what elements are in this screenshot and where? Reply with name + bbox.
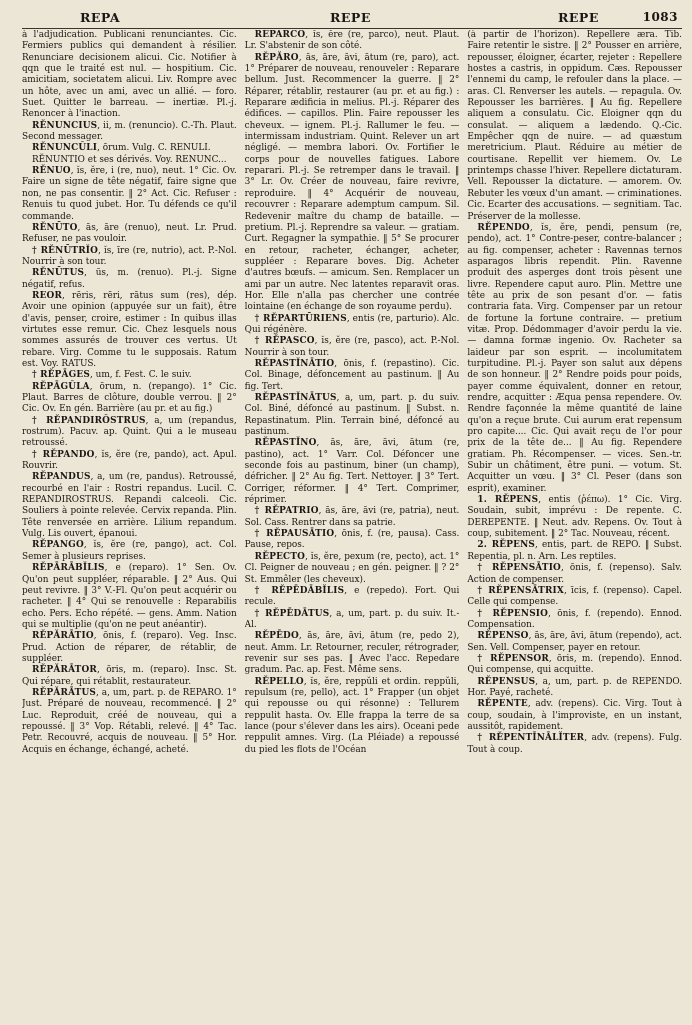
- dictionary-entry: 2. RĔPENS, entis, part. de REPO. ‖ Subst. Repentia, pl. n. Arn. Les reptiles.: [467, 540, 682, 562]
- dictionary-entry: † RĔPARTŪRIENS, entis (re, parturio). Alc. Qui régénère.: [244, 313, 460, 335]
- dictionary-entry: † RĔPATRIO, ās, āre, āvi (re, patria), neut. Sol. Cass. Rentrer dans sa patrie.: [244, 506, 460, 528]
- dictionary-entry: RĔPĒDO, ās, āre, āvi, ātum (re, pedo 2), neut. Amm. Lr. Retourner, reculer, rétrograder, revenir sur ses pas. ‖ Avec l'acc. Repedare gradum. Pac. ap. Fest. Même sens.: [244, 631, 460, 676]
- dictionary-entry: RĔPARCO, ĭs, ĕre (re, parco), neut. Plaut. Lr. S'abstenir de son côté.: [244, 30, 460, 52]
- dictionary-entry: † RĔPANDIRŎSTRUS, a, um (repandus, rostrum). Pacuv. ap. Quint. Qui a le museau retroussé.: [22, 415, 237, 449]
- dictionary-entry: † RĔPAUSĀTIO, ōnis, f. (re, pausa). Cass. Pause, repos.: [244, 529, 460, 551]
- dictionary-entry: RĔNŪTO, ās, āre (renuo), neut. Lr. Prud. Refuser, ne pas vouloir.: [22, 222, 237, 245]
- column-2: [245, 30, 460, 1021]
- header-left-word: REPA: [80, 10, 121, 25]
- dictionary-entry: RĔPENSUS, a, um, part. p. de REPENDO. Hor. Payé, racheté.: [467, 676, 683, 698]
- dictionary-entry: † RĔPANDO, ĭs, ĕre (re, pando), act. Apul. Rouvrir.: [22, 449, 237, 472]
- dictionary-entry: RĔNUNTIO et ses dérivés. Voy. RENUNC...: [32, 154, 227, 165]
- dictionary-entry: † RĔNŪTRĬO, ĭs, īre (re, nutrio), act. P.-Nol. Nourrir à son tour.: [22, 245, 237, 267]
- dictionary-entry: RĔPASTĬNO, ās, āre, āvi, ātum (re, pastino), act. 1° Varr. Col. Défoncer une seconde fois au pastinum, biner (un champ), défricher. ‖ 2° Au fig. Tert. Nettoyer. ‖ 3° Tert. Corriger, réformer. ‖ 4° Tert. Comprimer, réprimer.: [244, 438, 460, 506]
- page-number: 1083: [642, 10, 678, 24]
- page-header: [22, 6, 682, 29]
- dictionary-entry: † RĔPENSĀTRIX, īcis, f. (repenso). Capel. Celle qui compense.: [467, 585, 682, 608]
- dictionary-entry: RĔPĀRĀBĬLIS, e (reparo). 1° Sen. Ov. Qu'on peut suppléer, réparable. ‖ 2° Aus. Qui peut revivre. ‖ 3° V.-Fl. Qu'on peut acquérir ou racheter. ‖ 4° Qui se renouvelle : Reparabilis echo. Pers. Echo répété. — gens. Amm. Nation qui se multiplie (qu'on ne peut anéantir).: [22, 563, 237, 630]
- dictionary-entry: RĔPĂRO, ās, āre, āvi, ātum (re, paro), act. 1° Préparer de nouveau, renouveler : Reparare bellum. Just. Recommencer la guerre. ‖ 2° Réparer, rétablir, restaurer (au pr. et au fig.) : Reparare ædificia in melius. Pl.-j. Réparer des édifices. — capillos. Plin. Faire repousser les cheveux. — ignem. Pl.-j. Rallumer le feu. — intermissam industriam. Quint. Relever un art négligé. — membra labori. Ov. Fortifier le corps pour de nouvelles fatigues. Labore reparari. Pl.-j. Se retremper dans le travail. ‖ 3° Lr. Ov. Créer de nouveau, faire revivre, reproduire. ‖ 4° Acquérir de nouveau, recouvrer : Reparare ademptum campum. Sil. Redevenir maître du champ de bataille. — pretium. Pl.-j. Reprendre sa valeur. — gratiam. Curt. Regagner la sympathie. ‖ 5° Se procurer en retour, racheter, échanger, acheter, suppléer : Reparare boves. Dig. Acheter d'autres bœufs. — amicum. Sen. Remplacer un ami par un autre. Nec latentes reparavit oras. Hor. Elle n'alla pas chercher une contrée lointaine (en échange de son royaume perdu).: [244, 52, 460, 313]
- dictionary-entry: RĔPĂRĀTIO, ōnis, f. (reparo). Veg. Insc. Prud. Action de réparer, de rétablir, de suppléer.: [22, 631, 237, 664]
- dictionary-entry: † RĔPENTĪNĀLĬTER, adv. (repens). Fulg. Tout à coup.: [467, 733, 683, 755]
- dictionary-entry: (à partir de l'horizon). Repellere æra. Tib. Faire retentir le sistre. ‖ 2° Pousser en arrière, repousser, éloigner, écarter, rejeter : Repellere hostes a castris, in oppidum. Cæs. Repousser l'ennemi du camp, le refouler dans la place. — aras. Cl. Renverser les autels. — repagula. Ov. Repousser les barrières. ‖ Au fig. Repellere aliquem a consulatu. Cic. Eloigner qqn du consulat. — aliquem a lædendo. Q.-Cic. Empêcher qqn de nuire. — ad quæstum meretricium. Plaut. Réduire au métier de courtisane. Repellit ver hiemem. Ov. Le printemps chasse l'hiver. Repellere dictaturam. Vell. Repousser la dictature. — amorem. Ov. Rebuter les vœux d'un amant. — criminationes. Cic. Ecarter des accusations. — segnitiam. Tac. Préserver de la mollesse.: [467, 30, 683, 222]
- dictionary-entry: REOR, rēris, rēri, rātus sum (res), dép. Avoir une opinion (appuyée sur un fait), être d'avis, penser, croire, estimer : In quibus illas virtutes esse remur. Cic. Chez lesquels nous sommes assurés de trouver ces vertus. Ut rebare. Virg. Comme tu le supposais. Ratum est. Voy. RATUS.: [22, 290, 237, 369]
- dictionary-entry: RĔNUO, ĭs, ĕre, i (re, nuo), neut. 1° Cic. Ov. Faire un signe de tête négatif, faire signe que non, ne pas consentir. ‖ 2° Act. Cic. Refuser : Renuis tu quod jubet. Hor. Tu défends ce qu'il commande.: [22, 166, 237, 222]
- column-3: [467, 30, 682, 1021]
- dictionary-entry: RĔPĂRĀTUS, a, um, part. p. de REPARO. 1° Just. Préparé de nouveau, recommencé. ‖ 2° Luc. Reproduit, créé de nouveau, qui a repoussé. ‖ 3° Vop. Rétabli, relevé. ‖ 4° Tac. Petr. Recouvré, acquis de nouveau. ‖ 5° Hor. Acquis en échange, échangé, acheté.: [22, 687, 237, 755]
- dictionary-entry: RĔNUNCŬLI, ōrum. Vulg. C. RENULI.: [32, 143, 211, 154]
- header-right-word: REPE: [558, 10, 599, 25]
- dictionary-entry: 1. RĔPENS, entis (ῥέπω). 1° Cic. Virg. Soudain, subit, imprévu : De repente. C. DEREPENTE. ‖ Neut. adv. Repens. Ov. Tout à coup, subitement. ‖ 2° Tac. Nouveau, récent.: [467, 495, 683, 540]
- dictionary-entry: RĔPASTĬNĀTUS, a, um, part. p. du suiv. Col. Biné, défoncé au pastinum. ‖ Subst. n. Repastinatum. Plin. Terrain biné, défoncé au pastinum.: [244, 393, 460, 438]
- dictionary-entry: RĔPENTE, adv. (repens). Cic. Virg. Tout à coup, soudain, à l'improviste, en un instant, aussitôt, rapidement.: [467, 699, 683, 732]
- dictionary-entry: † RĔPASCO, ĭs, ĕre (re, pasco), act. P.-Nol. Nourrir à son tour.: [244, 336, 460, 358]
- dictionary-entry: † RĔPENSIO, ōnis, f. (rependo). Ennod. Compensation.: [467, 608, 683, 630]
- dictionary-entry: † RĔPĒDĀTUS, a, um, part. p. du suiv. It.-Al.: [244, 608, 460, 630]
- dictionary-entry: RĔNUNCIUS, ii, m. (renuncio). C.-Th. Plaut. Second messager.: [22, 120, 237, 143]
- dictionary-entry: RĔPASTĬNĀTIO, ōnis, f. (repastino). Cic. Col. Binage, défoncement au pastinum. ‖ Au fig. Tert.: [244, 358, 460, 392]
- dictionary-entry: RĔPANDUS, a, um (re, pandus). Retroussé, recourbé en l'air : Rostri repandus. Lucil. C. REPANDIROSTRUS. Repandi calceoli. Cic. Souliers à pointe relevée. Cervix repanda. Plin. Tête renversée en arrière. Lilium repandum. Vulg. Lis ouvert, épanoui.: [22, 472, 237, 540]
- header-center-word: REPE: [330, 10, 371, 25]
- dictionary-entry: RĔPECTO, ĭs, ĕre, pexum (re, pecto), act. 1° Cl. Peigner de nouveau ; en gén. peigner. ‖ ? 2° St. Emmêler (les cheveux).: [244, 551, 460, 585]
- dictionary-entry: † RĔPENSĀTIO, ōnis, f. (repenso). Salv. Action de compenser.: [467, 563, 683, 585]
- columns: [22, 30, 682, 1021]
- dictionary-entry: RĔPANGO, ĭs, ĕre (re, pango), act. Col. Semer à plusieurs reprises.: [22, 540, 237, 562]
- dictionary-entry: RĔPĀGŬLA, ōrum, n. (repango). 1° Cic. Plaut. Barres de clôture, double verrou. ‖ 2° Cic. Ov. En gén. Barrière (au pr. et au fig.): [22, 381, 237, 415]
- dictionary-entry: RĔPELLO, ĭs, ĕre, reppŭli et ordin. reppŭli, repulsum (re, pello), act. 1° Frapper (un objet qui repousse ou qui résonne) : Tellurem reppulit hasta. Ov. Elle frappa la terre de sa lance (pour s'élever dans les airs). Oceani pede reppulit amnes. Virg. (La Pléiade) a repoussé du pied les flots de l'Océan: [244, 676, 460, 755]
- dictionary-entry: † RĔPENSOR, ōris, m. (rependo). Ennod. Qui compense, qui acquitte.: [467, 653, 683, 676]
- dictionary-entry: RĔPENSO, ās, āre, āvi, ātum (rependo), act. Sen. Vell. Compenser, payer en retour.: [467, 631, 683, 653]
- dictionary-entry: † RĔPĀGES, um, f. Fest. C. le suiv.: [32, 370, 192, 381]
- column-1: [22, 30, 237, 1021]
- dictionary-entry: à l'adjudication. Publicani renunciantes. Cic. Fermiers publics qui demandent à résilier. Renunciare decisionem alicui. Cic. Notifier à qqn que le traité est nul. — hospitium. Cic. amicitiam, societatem alicui. Liv. Rompre avec un hôte, avec un ami, avec un allié. — foro. Suet. Quitter le barreau. — inertiæ. Pl.-j. Renoncer à l'inaction.: [22, 30, 237, 120]
- dictionary-entry: RĔPĂRĀTOR, ōris, m. (reparo). Insc. St. Qui répare, qui rétablit, restaurateur.: [22, 665, 237, 687]
- dictionary-entry: RĔNŪTUS, ūs, m. (renuo). Pl.-j. Signe négatif, refus.: [22, 268, 237, 290]
- dictionary-entry: RĔPENDO, ĭs, ĕre, pendi, pensum (re, pendo), act. 1° Contre-peser, contre-balancer ; au fig. compenser, acheter : Ravennas ternos asparagos libris rependit. Plin. Ravenne produit des asperges dont trois pèsent une livre. Rependere caput auro. Plin. Mettre une tête au prix de son pesant d'or. — fatis contraria fata. Virg. Compenser par un retour de fortune la fortune contraire. — pretium vitæ. Prop. Dédommager d'avoir perdu la vie. — damna formæ ingenio. Ov. Racheter sa laideur par son esprit. — incolumitatem turpitudine. Pl.-j. Payer son salut aux dépens de son honneur. ‖ 2° Rendre poids pour poids, payer comme équivalent, donner en retour, rendre, acquitter : Æqua pensa rependere. Ov. Rendre façonnée la même quantité de laine qu'on a reçue brute. Cui aurum erat repensum pro capite.... Cic. Qui avait reçu de l'or pour prix de la tête de... ‖ Au fig. Rependere gratiam. Ph. Récompenser. — vices. Sen.-tr. Subir un châtiment, être puni. — votum. St. Acquitter un vœu. ‖ 3° Cl. Peser (dans son esprit), examiner.: [467, 222, 683, 494]
- dictionary-entry: † RĔPĒDĀBĬLIS, e (repedo). Fort. Qui recule.: [244, 585, 460, 608]
